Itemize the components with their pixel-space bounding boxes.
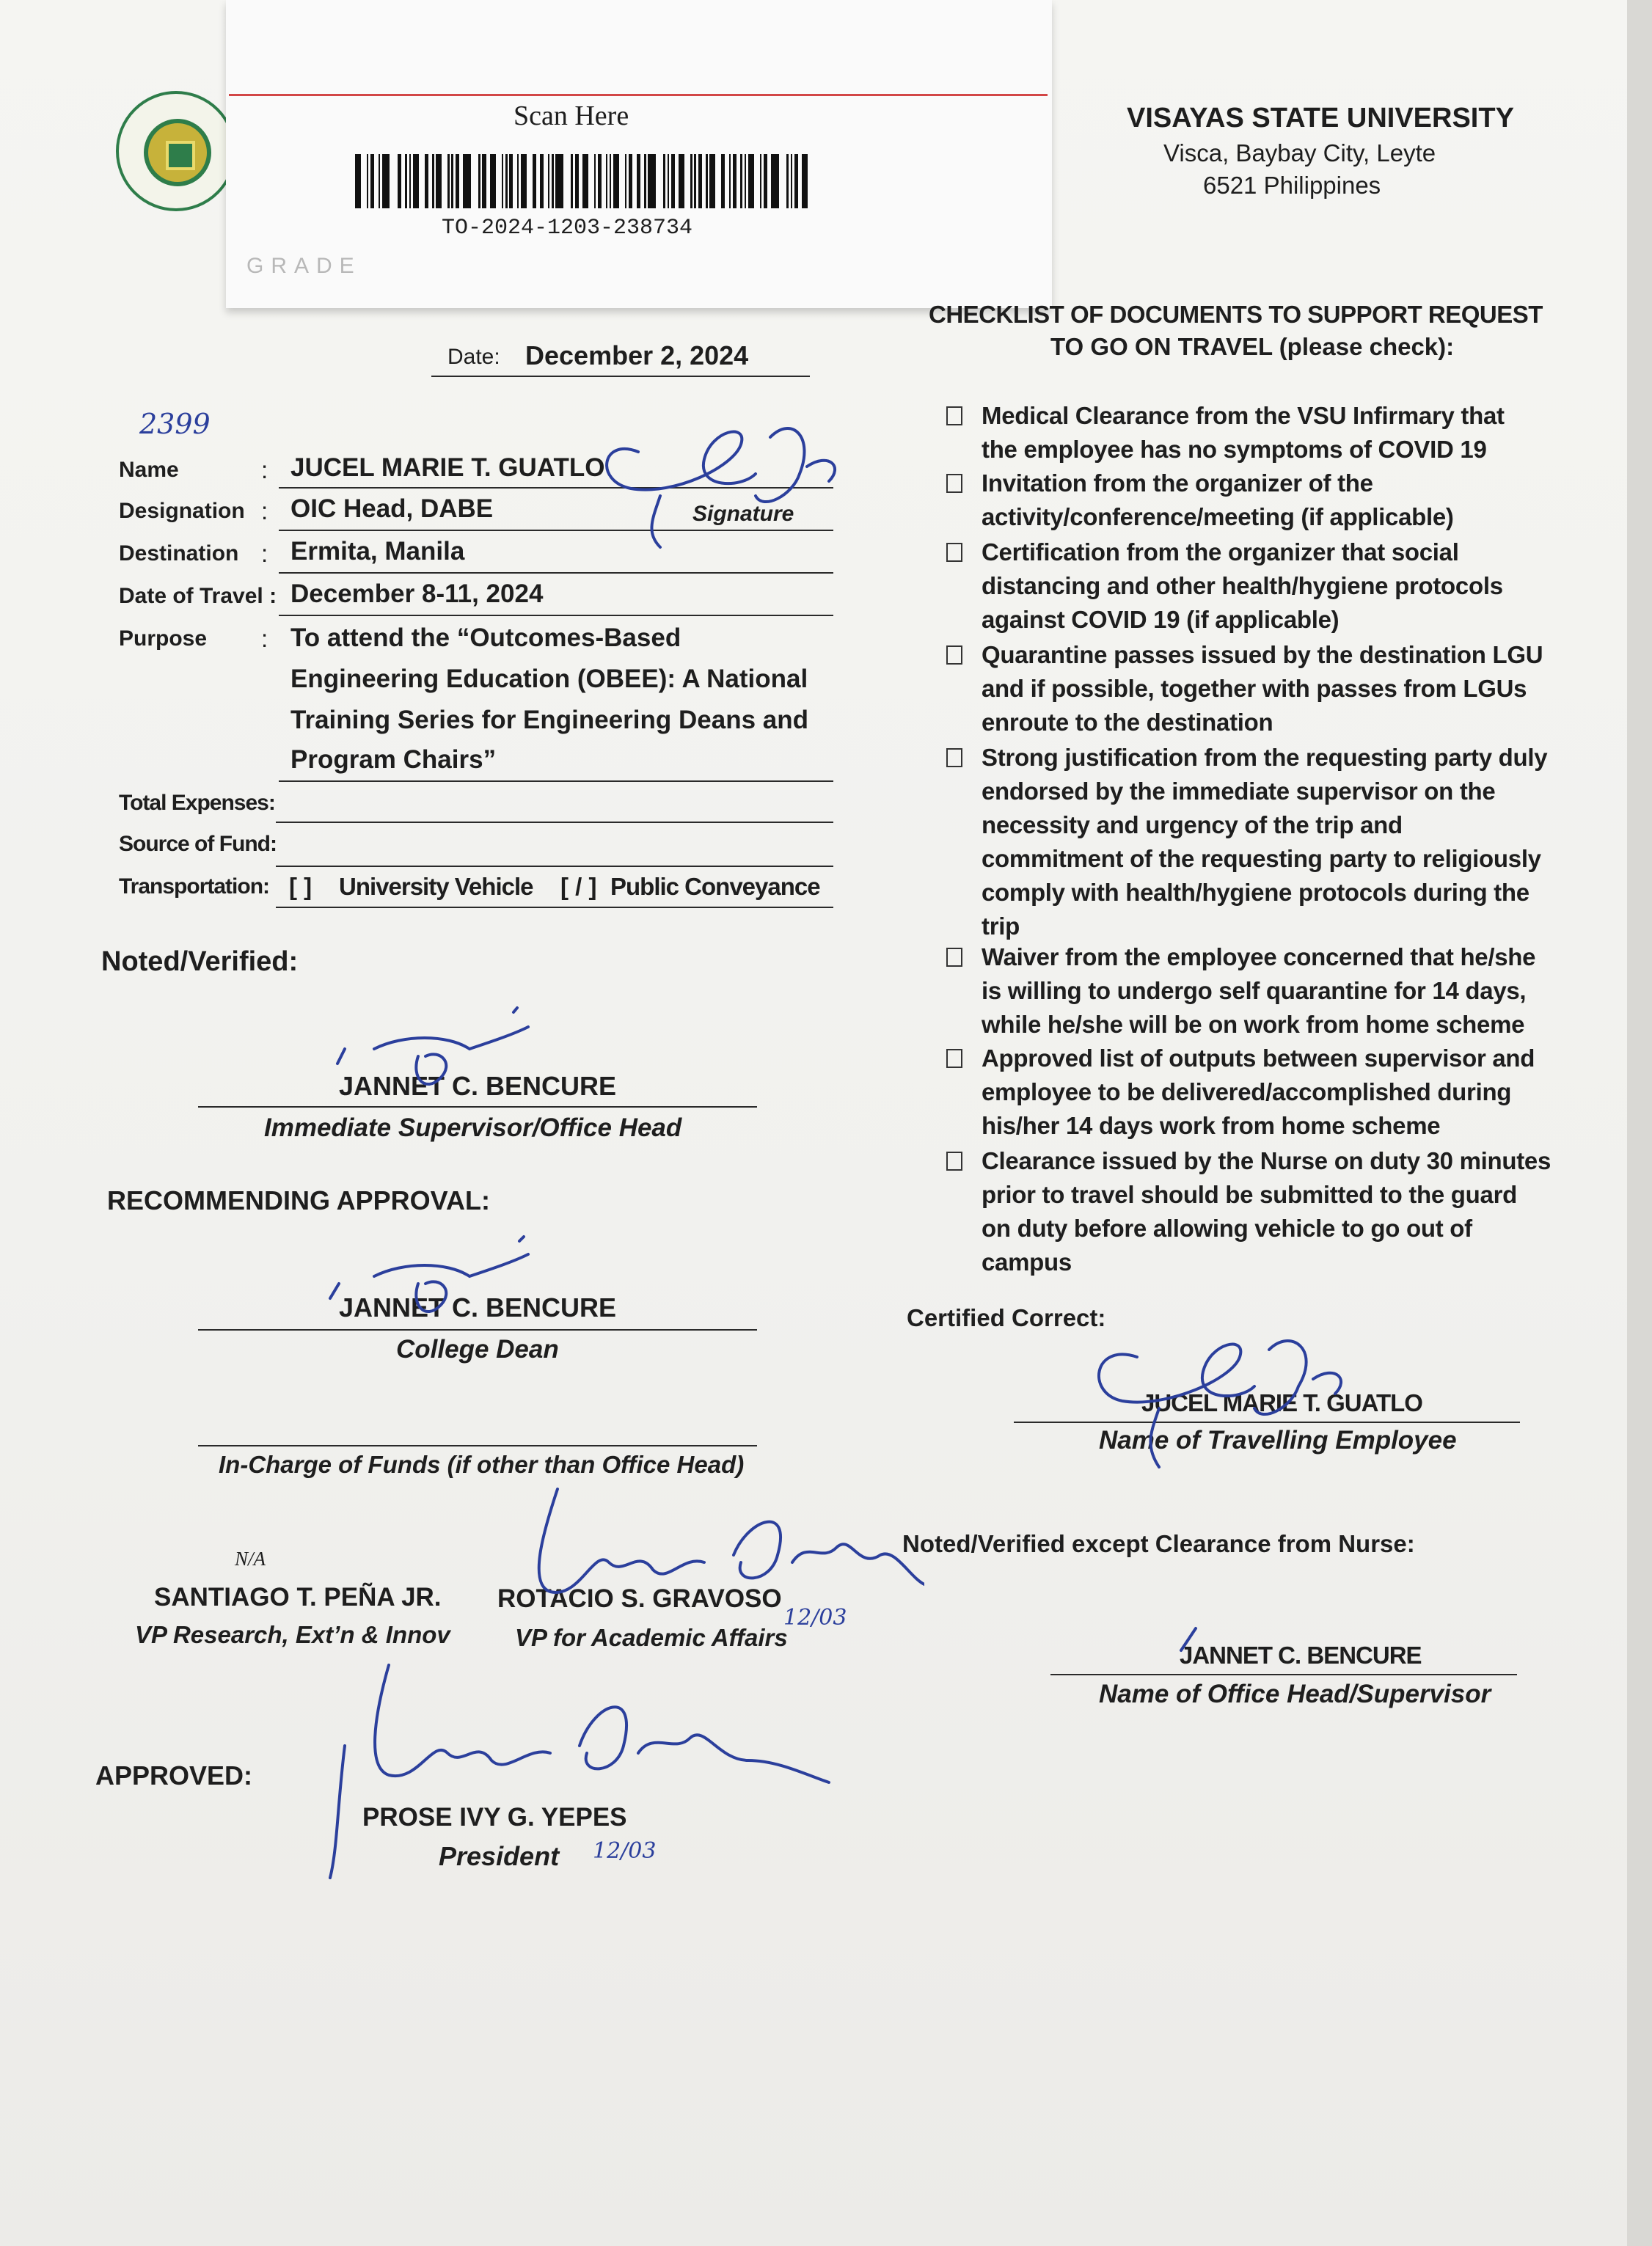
transportation-underline (276, 907, 833, 908)
barcode-bar (663, 154, 665, 208)
checklist-item-text: Medical Clearance from the VSU Infirmary that (982, 402, 1505, 429)
checklist-item-text: commitment of the requesting party to religiously (982, 845, 1541, 872)
tracking-number: TO-2024-1203-238734 (442, 216, 693, 241)
checklist-item-text: distancing and other health/hygiene protocols (982, 572, 1503, 599)
designation-label: Designation (119, 499, 245, 523)
dean-signature-line (198, 1329, 757, 1331)
barcode-bar (606, 154, 608, 208)
checklist-item-text: prior to travel should be submitted to the guard (982, 1181, 1517, 1208)
funds-signature-line (198, 1445, 757, 1446)
barcode-bar (625, 154, 627, 208)
president-title: President (439, 1841, 560, 1871)
barcode-bar (637, 154, 640, 208)
checklist-title-2: TO GO ON TRAVEL (please check): (1050, 333, 1455, 360)
checklist-item-text: endorsed by the immediate supervisor on the (982, 778, 1496, 805)
barcode-bar (552, 154, 554, 208)
barcode-bar (598, 154, 602, 208)
barcode-bar (447, 154, 450, 208)
transport-checkbox-public[interactable]: [ / ] (560, 873, 597, 900)
total-expenses-field[interactable] (276, 822, 833, 823)
barcode-bar (355, 154, 361, 208)
checklist-checkbox[interactable] (946, 543, 962, 562)
destination-value: Ermita, Manila (290, 537, 465, 566)
barcode-bar (791, 154, 793, 208)
employee-name: JUCEL MARIE T. GUATLO (1141, 1389, 1422, 1416)
name-label: Name (119, 458, 179, 482)
barcode-bar (482, 154, 486, 208)
barcode-bar (709, 154, 715, 208)
checklist-item-text: Waiver from the employee concerned that he/she (982, 943, 1536, 970)
employee-caption: Name of Travelling Employee (1099, 1426, 1457, 1455)
checklist-item-text: Strong justification from the requesting party duly (982, 744, 1548, 771)
barcode-bar (521, 154, 527, 208)
checklist-item-text: Invitation from the organizer of the (982, 469, 1373, 497)
designation-value: OIC Head, DABE (290, 494, 494, 523)
barcode-bar (748, 154, 754, 208)
barcode-bar (517, 154, 519, 208)
barcode-bar (409, 154, 412, 208)
designation-colon: : (261, 497, 268, 524)
checklist-title: CHECKLIST OF DOCUMENTS TO SUPPORT REQUEST (929, 301, 1543, 328)
barcode-bar (575, 154, 579, 208)
purpose-label: Purpose (119, 626, 208, 651)
president-name: PROSE IVY G. YEPES (362, 1803, 627, 1832)
dean-signature (323, 1232, 543, 1328)
barcode-bar (802, 154, 808, 208)
checklist-item-text: activity/conference/meeting (if applicable) (982, 503, 1454, 530)
head-caption: Name of Office Head/Supervisor (1099, 1680, 1491, 1708)
purpose-colon: : (261, 625, 268, 652)
barcode-bar (502, 154, 504, 208)
barcode-bar (594, 154, 596, 208)
purpose-line: To attend the “Outcomes-Based (290, 623, 681, 652)
date-of-travel-label: Date of Travel : (119, 584, 277, 608)
checklist-item-text: comply with health/hygiene protocols during the (982, 879, 1529, 906)
barcode-bar (436, 154, 442, 208)
vpaa-title: VP for Academic Affairs (515, 1624, 788, 1651)
barcode-bar (740, 154, 742, 208)
supervisor-title: Immediate Supervisor/Office Head (264, 1113, 682, 1142)
date-underline (431, 376, 810, 377)
head-name: JANNET C. BENCURE (1180, 1642, 1422, 1669)
dean-name: JANNET C. BENCURE (339, 1292, 617, 1323)
barcode-bar (668, 154, 670, 208)
source-of-fund-label: Source of Fund: (119, 832, 277, 856)
barcode-bar (786, 154, 789, 208)
barcode-bar (613, 154, 619, 208)
purpose-underline (279, 780, 833, 782)
president-signature (323, 1658, 836, 1885)
transport-checkbox-university[interactable]: [ ] (289, 873, 313, 900)
barcode-bar (721, 154, 725, 208)
barcode-bar (729, 154, 731, 208)
barcode-bar (456, 154, 459, 208)
barcode[interactable] (355, 154, 814, 208)
name-value: JUCEL MARIE T. GUATLO (290, 453, 605, 482)
recommending-approval-label: RECOMMENDING APPROVAL: (107, 1185, 490, 1215)
barcode-bar (505, 154, 508, 208)
checklist-item-text: Clearance issued by the Nurse on duty 30 minutes (982, 1147, 1552, 1174)
barcode-bar (382, 154, 390, 208)
checklist-item-text: necessity and urgency of the trip and (982, 811, 1403, 838)
barcode-bar (370, 154, 374, 208)
date-label: Date: (447, 345, 500, 369)
dean-title: College Dean (396, 1335, 559, 1364)
supervisor-signature-line (198, 1106, 757, 1108)
barcode-bar (533, 154, 536, 208)
barcode-bar (610, 154, 612, 208)
address-line2: 6521 Philippines (1203, 172, 1381, 199)
barcode-bar (794, 154, 798, 208)
barcode-bar (555, 154, 563, 208)
vpaa-name: ROTACIO S. GRAVOSO (497, 1584, 782, 1613)
na-mark: N/A (235, 1548, 266, 1570)
vp-research-title: VP Research, Ext’n & Innov (135, 1621, 450, 1648)
barcode-bar (548, 154, 550, 208)
checklist-item-text: the employee has no symptoms of COVID 19 (982, 436, 1487, 463)
barcode-bar (771, 154, 779, 208)
checklist-item-text: against COVID 19 (if applicable) (982, 606, 1339, 633)
checklist-item-text: his/her 14 days work from home scheme (982, 1112, 1441, 1139)
destination-colon: : (261, 540, 268, 567)
sticker-red-line (229, 94, 1048, 96)
supervisor-name: JANNET C. BENCURE (339, 1071, 617, 1101)
scan-here-label: Scan Here (513, 100, 629, 131)
checklist-checkbox[interactable] (946, 406, 962, 425)
barcode-bar (629, 154, 632, 208)
head-signature-line (1050, 1674, 1517, 1675)
checklist-checkbox[interactable] (946, 948, 962, 967)
barcode-bar (582, 154, 588, 208)
transport-option-public: Public Conveyance (610, 873, 820, 900)
barcode-bar (733, 154, 737, 208)
checklist-checkbox[interactable] (946, 1152, 962, 1171)
barcode-bar (760, 154, 762, 208)
checklist-item-text: Approved list of outputs between supervisor and (982, 1045, 1535, 1072)
university-seal (116, 91, 236, 211)
handwritten-number: 2399 (139, 408, 211, 440)
checklist-item-text: on duty before allowing vehicle to go out of (982, 1215, 1472, 1242)
date-value: December 2, 2024 (525, 340, 749, 370)
stamp-fragment: GRADE (246, 254, 362, 278)
barcode-bar (379, 154, 381, 208)
signature-caption: Signature (692, 502, 794, 526)
certified-correct-label: Certified Correct: (907, 1304, 1106, 1331)
noted-except-label: Noted/Verified except Clearance from Nurse: (902, 1530, 1415, 1557)
total-expenses-label: Total Expenses: (119, 791, 275, 815)
date-of-travel-value: December 8-11, 2024 (290, 579, 544, 608)
barcode-bar (698, 154, 702, 208)
destination-label: Destination (119, 541, 239, 566)
vpaa-handwritten-date: 12/03 (783, 1605, 847, 1631)
checklist-item-text: while he/she will be on work from home scheme (982, 1011, 1525, 1038)
checklist-checkbox[interactable] (946, 748, 962, 767)
barcode-bar (706, 154, 708, 208)
checklist-checkbox[interactable] (946, 1049, 962, 1068)
checklist-item-text: and if possible, together with passes from LGUs (982, 675, 1527, 702)
checklist-item-text: employee to be delivered/accomplished during (982, 1078, 1512, 1105)
barcode-bar (490, 154, 496, 208)
barcode-bar (398, 154, 401, 208)
address-line1: Visca, Baybay City, Leyte (1163, 139, 1436, 167)
source-of-fund-field[interactable] (276, 866, 833, 867)
barcode-bar (644, 154, 646, 208)
purpose-line: Engineering Education (OBEE): A National (290, 665, 808, 693)
checklist-checkbox[interactable] (946, 645, 962, 665)
barcode-bar (694, 154, 696, 208)
checklist-item-text: Certification from the organizer that social (982, 538, 1459, 566)
barcode-bar (671, 154, 675, 208)
employee-certified-signature (1071, 1313, 1379, 1474)
destination-underline (279, 572, 833, 574)
barcode-bar (679, 154, 684, 208)
barcode-bar (690, 154, 692, 208)
applicant-signature (587, 408, 851, 555)
barcode-bar (413, 154, 419, 208)
barcode-bar (764, 154, 767, 208)
approved-label: APPROVED: (95, 1760, 253, 1790)
transportation-label: Transportation: (119, 874, 270, 899)
vp-research-name: SANTIAGO T. PEÑA JR. (154, 1583, 442, 1612)
date-of-travel-underline (279, 615, 833, 616)
name-colon: : (261, 456, 268, 483)
president-handwritten-date: 12/03 (593, 1838, 657, 1864)
barcode-bar (648, 154, 656, 208)
checklist-item-text: enroute to the destination (982, 709, 1273, 736)
university-name: VISAYAS STATE UNIVERSITY (1127, 103, 1514, 133)
funds-title: In-Charge of Funds (if other than Office Head) (219, 1451, 745, 1478)
noted-verified-label: Noted/Verified: (101, 946, 299, 977)
barcode-bar (463, 154, 471, 208)
barcode-bar (405, 154, 407, 208)
checklist-item-text: Quarantine passes issued by the destination LGU (982, 641, 1543, 668)
purpose-line: Program Chairs” (290, 745, 497, 774)
barcode-sticker (226, 0, 1052, 308)
purpose-line: Training Series for Engineering Deans and (290, 706, 808, 734)
page-edge (1627, 0, 1652, 2246)
barcode-bar (451, 154, 453, 208)
barcode-bar (367, 154, 369, 208)
head-initial-mark (1174, 1621, 1218, 1658)
checklist-checkbox[interactable] (946, 474, 962, 493)
transport-option-university: University Vehicle (339, 873, 533, 900)
checklist-item-text: is willing to undergo self quarantine for 14 days, (982, 977, 1527, 1004)
supervisor-signature (330, 1005, 536, 1100)
barcode-bar (425, 154, 428, 208)
checklist-item-text: trip (982, 912, 1020, 940)
checklist-item-text: campus (982, 1248, 1072, 1276)
vpaa-signature (513, 1474, 924, 1621)
barcode-bar (540, 154, 544, 208)
barcode-bar (509, 154, 513, 208)
barcode-bar (571, 154, 573, 208)
barcode-bar (745, 154, 747, 208)
barcode-bar (478, 154, 480, 208)
barcode-bar (432, 154, 434, 208)
